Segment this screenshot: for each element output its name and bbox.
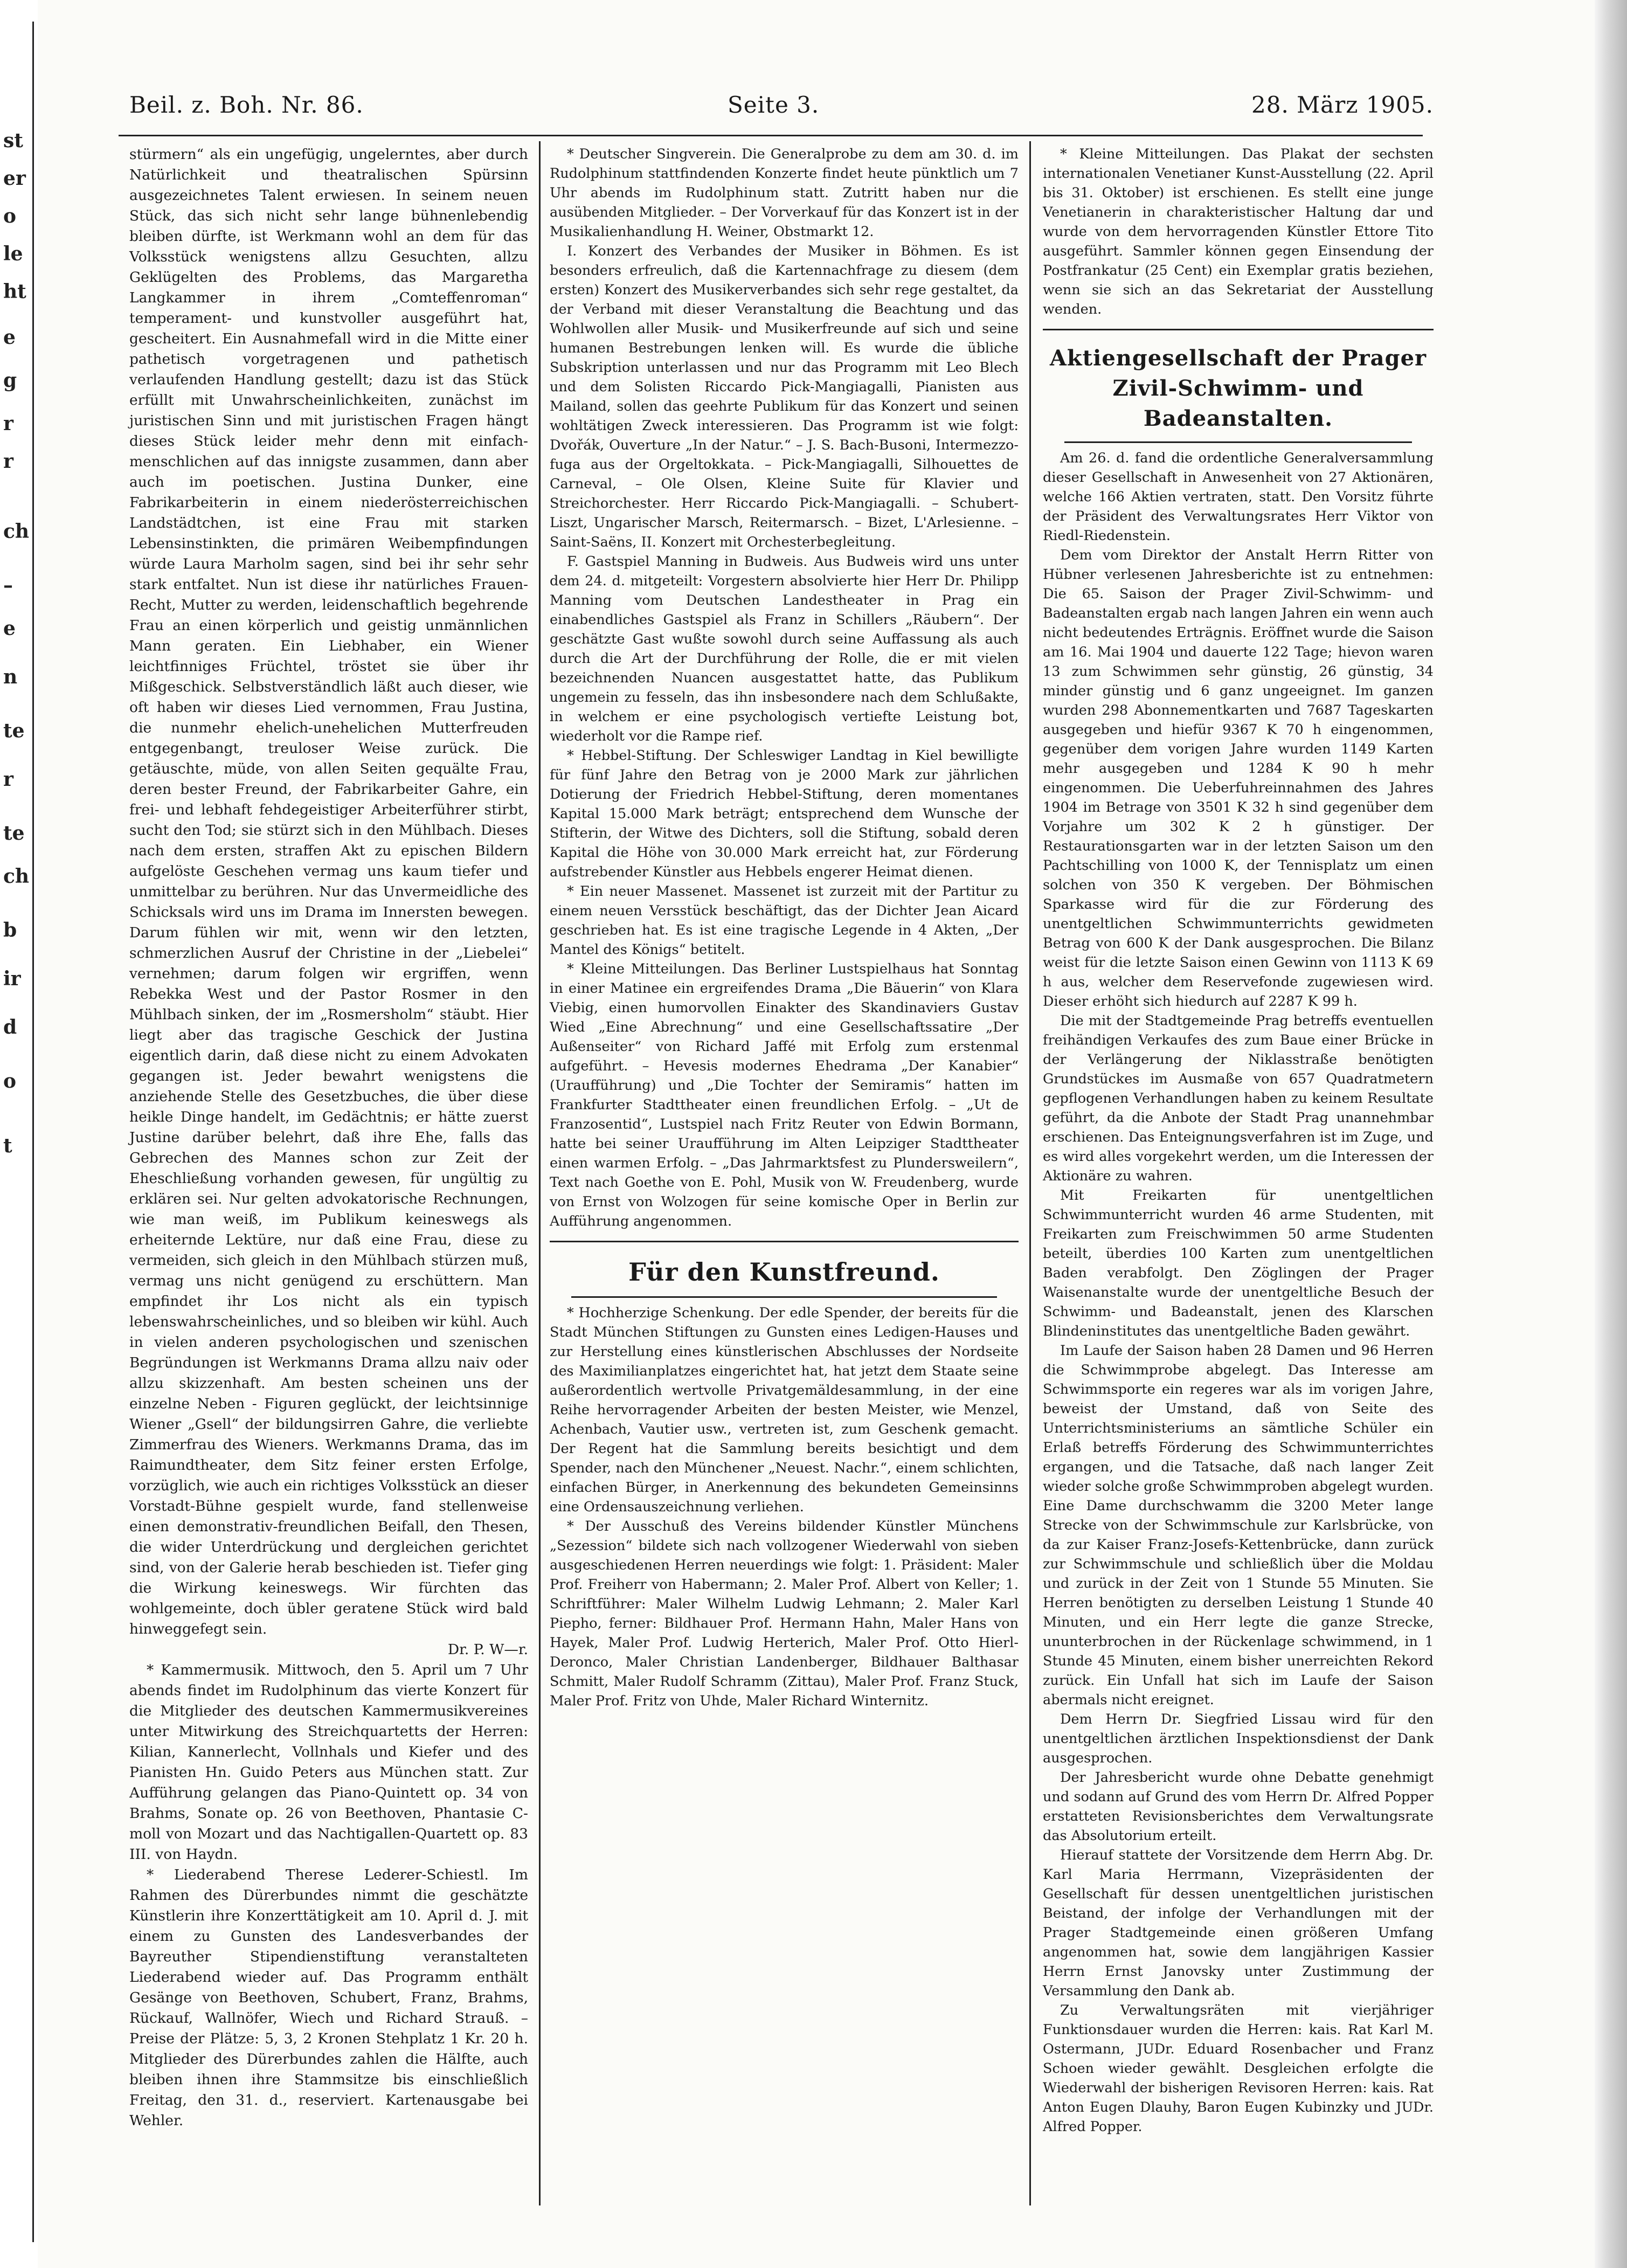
left-page-edge [0, 0, 38, 2268]
aktien-paragraph: Mit Freikarten für unentgeltlichen Schwimmunterricht wurden 46 arme Studenten, mit Freikarten zum Freischwimmen 50 arme Studenten beteilt, überdies 100 Karten zum unentgeltlichen Baden verabfolgt. Den Zöglingen der Prager Waisenanstalte wurde der unentgeltliche Besuch der Schwimm- und Badeanstalt, jenen des Klarschen Blindeninstitutes das unentgeltliche Baden gewährt. [1043, 1187, 1434, 1339]
edge-fragment: r [3, 450, 13, 473]
column-rule [1029, 141, 1031, 2205]
edge-fragment: te [3, 720, 25, 742]
article-kleine-mitteilungen: * Kleine Mitteilungen. Das Berliner Lustspielhaus hat Sonntag in einer Matinee ein ergreifendes Drama „Die Bäuerin“ von Klara Viebig, einen humorvollen Einakter des Skandinaviers Gustav Wied „Eine Abrechnung“ und eine Gesellschaftssatire „Der Außenseiter“ von Richard Jaffé mit Erfolg zum erstenmal aufgeführt. – Hevesis modernes Ehedrama „Der Kanabier“ (Uraufführung) und „Die Tochter der Semiramis“ hatten im Frankfurter Stadttheater einen freundlichen Erfolg. – „Ut de Franzosentid“, Lustspiel nach Fritz Reuter von Edwin Bormann, hatte bei seiner Uraufführung im Alten Leipziger Stadttheater einen warmen Erfolg. – „Das Jahrmarktsfest zu Plundersweilern“, Text nach Goethe von E. Pohl, Musik von W. Freudenberg, wurde von Ernst von Wolzogen für seine komische Oper in Berlin zur Aufführung angenommen. [550, 961, 1019, 1229]
article-hebbel: * Hebbel-Stiftung. Der Schleswiger Landtag in Kiel bewilligte für fünf Jahre den Betrag von je 2000 Mark zur jährlichen Dotierung der Friedrich Hebbel-Stiftung, deren momentanes Kapital 15.000 Mark beträgt; entsprechend dem Wunsche der Stifterin, der Witwe des Dichters, soll die Stiftung, sobald deren Kapital die Höhe von 30.000 Mark erreicht hat, zur Förderung aufstrebender Künstler aus Hebbels engerer Heimat dienen. [550, 748, 1019, 880]
aktien-paragraph: Am 26. d. fand die ordentliche Generalversammlung dieser Gesellschaft in Anwesenheit von 27 Aktionären, welche 166 Aktien vertraten, statt. Den Vorsitz führte der Präsident des Verwaltungsrates Herr Viktor von Riedl-Riedenstein. [1043, 450, 1434, 544]
article-gastspiel: F. Gastspiel Manning in Budweis. Aus Budweis wird uns unter dem 24. d. mitgeteilt: Vorgestern absolvierte hier Herr Dr. Philipp Manning vom Deutschen Landestheater in Prag ein einabendliches Gastspiel als Franz in Schillers „Räubern“. Der geschätzte Gast wußte sowohl durch seine Auffassung als auch durch die Art der Durchführung der Rolle, die er mit vielen bezeichnenden Nuancen ausgestattet hatte, das Publikum ungemein zu fesseln, das ihn insbesondere nach dem Schlußakte, in welchem er eine psychologisch vertiefte Leistung bot, wiederholt vor die Rampe rief. [550, 554, 1019, 744]
edge-fragment: g [3, 369, 17, 392]
section-rule [571, 1296, 997, 1298]
aktien-paragraph: Der Jahresbericht wurde ohne Debatte genehmigt und sodann auf Grund des vom Herrn Dr. Alfred Popper erstatteten Revisionsberichtes dem Verwaltungsrate das Absolutorium erteilt. [1043, 1769, 1434, 1844]
section-title-kunstfreund: Für den Kunstfreund. [628, 1257, 940, 1287]
column-1 [129, 144, 528, 2131]
right-page-edge [1595, 0, 1627, 2268]
aktien-paragraph: Zu Verwaltungsräten mit vierjähriger Funktionsdauer wurden die Herren: kais. Rat Karl M. Ostermann, JUDr. Eduard Rosenbacher und Franz Schoen wieder gewählt. Desgleichen erfolgte die Wiederwahl der bisherigen Revisoren Herren: kais. Rat Anton Eugen Dlauhy, Baron Eugen Kubinzky und JUDr. Alfred Popper. [1043, 2002, 1434, 2135]
edge-fragment: t [3, 1135, 12, 1157]
edge-fragment: ch [3, 865, 30, 888]
article-hochherzige-schenkung: * Hochherzige Schenkung. Der edle Spender, der bereits für die Stadt München Stiftungen zu Gunsten eines Ledigen-Hauses und zur Herstellung eines künstlerischen Abschlusses der Nordseite des Maximilianplatzes eingerichtet hat, hat jetzt dem Staate seine außerordentlich wertvolle Privatgemäldesammlung, in der eine Reihe hervorragender Arbeiten der besten Meister, wie Menzel, Achenbach, Vautier usw., vertreten ist, zum Geschenk gemacht. Der Regent hat die Sammlung bereits besichtigt und dem Spender, nach den Münchener „Neuest. Nachr.“, einem schlichten, einfachen Bürger, in Anerkennung des bekundeten Gemeinsinns eine Ordensauszeichnung verliehen. [550, 1305, 1019, 1515]
edge-fragment: ir [3, 967, 21, 990]
aktien-paragraph: Dem vom Direktor der Anstalt Herrn Ritter von Hübner verlesenen Jahresberichte ist zu entnehmen: Die 65. Saison der Prager Zivil-Schwimm- und Badeanstalten ergab nach langen Jahren ein wenn auch nicht bedeutendes Erträgnis. Eröffnet wurde die Saison am 16. Mai 1904 und dauerte 122 Tage; hievon waren 13 zum Schwimmen sehr günstig, 26 günstig, 34 minder günstig und 6 ganz ungeeignet. Im ganzen wurden 298 Abonnementkarten und 7687 Tageskarten ausgegeben und hiefür 9367 K 70 h eingenommen, gegenüber dem vorigen Jahre wurden 1149 Karten mehr ausgegeben und 1284 K 90 h mehr eingenommen. Die Ueberfuhreinnahmen des Jahres 1904 im Betrage von 3501 K 32 h sind gegenüber dem Vorjahre um 302 K 2 h günstiger. Der Restaurationsgarten war in der letzten Saison um den Pachtschilling von 1000 K, der Tennisplatz um einen solchen von 350 K vergeben. Der Böhmischen Sparkasse wird für die zur Förderung des unentgeltlichen Schwimmunterrichts gewidmeten Betrag von 600 K der Dank ausgesprochen. Die Bilanz weist für die letzte Saison einen Gewinn von 1113 K 69 h aus, welcher dem Reservefonde zugewiesen wird. Dieser erhöht sich hiedurch auf 2287 K 99 h. [1043, 547, 1434, 1009]
section-rule [1064, 441, 1412, 443]
page-header [129, 92, 1434, 135]
edge-fragment: ht [3, 280, 26, 303]
aktien-paragraph: Im Laufe der Saison haben 28 Damen und 96 Herren die Schwimmprobe abgelegt. Das Interesse am Schwimmsporte ein regeres war als im vorigen Jahre, beweist der Umstand, daß von Seite des Unterrichtsministeriums an sämtliche Schüler ein Erlaß betreffs Förderung des Schwimmunterrichtes ergangen, und die Tatsache, daß nach langer Zeit wieder solche große Schwimmproben abgelegt wurden. Eine Dame durchschwamm die 3200 Meter lange Strecke von der Schwimmschule zur Karlsbrücke, von da zur Kaiser Franz-Josefs-Kettenbrücke, dann zurück zur Schwimmschule und schließlich über die Moldau und zurück in der Zeit von 1 Stunde 55 Minuten. Sie Herren benötigten zu derselben Leistung 1 Stunde 40 Minuten, und ein Herr legte die ganze Strecke, ununterbrochen in der Rückenlage schwimmend, in 1 Stunde 45 Minuten, einem bisher unerreichten Rekord zurück. Ein Unfall hat sich im Laufe der Saison abermals nicht ereignet. [1043, 1343, 1434, 1708]
edge-fragment: – [3, 574, 13, 597]
edge-fragment: e [3, 617, 16, 640]
column-3 [1043, 144, 1434, 2136]
section-rule [1043, 329, 1434, 330]
edge-fragment: b [3, 919, 17, 942]
article-kleine-mitteilungen-2: * Kleine Mitteilungen. Das Plakat der sechsten internationalen Venetianer Kunst-Ausstellung (22. April bis 31. Oktober) ist erschienen. Es stellt eine junge Venetianerin in charakteristischer Haltung dar und wurde von dem hervorragenden Künstler Ettore Tito ausgeführt. Sammler können gegen Einsendung der Postfrankatur (25 Cent) ein Exemplar gratis beziehen, wenn sie sich an das Sekretariat der Ausstellung wenden. [1043, 146, 1434, 317]
header-date: 28. März 1905. [1251, 92, 1434, 118]
theatre-review-text: stürmern“ als ein ungefügig, ungelerntes, aber durch Natürlichkeit und theatralischen Spürsinn ausgezeichnetes Talent erwiesen. In seinem neuen Stück, das sich nicht sehr lange bühnenlebendig bleiben dürfte, ist Werkmann wohl an dem für das Volksstück wenigstens allzu Gesuchten, allzu Geklügelten des Problems, das Margaretha Langkammer in ihrem „Comteffenroman“ temperament- und kunstvoller ausgeführt hat, gescheitert. Ein Ausnahmefall wird in die Mitte einer pathetisch vorgetragenen und pathetisch verlaufenden Handlung gestellt; dazu ist das Stück erfüllt mit Unwahrscheinlichkeiten, zunächst im juristischen Sinn und mit juristischen Fragen hängt dieses Stück leider mehr denn mit einfach-menschlichen auf das innigste zusammen, dann aber auch im poetischen. Justina Dunker, eine Fabrikarbeiterin in einem niederösterreichischen Landstädtchen, ist eine Frau mit starken Lebensinstinkten, die primären Weibempfindungen würde Laura Marholm sagen, sind bei ihr sehr sehr stark entfaltet. Nun ist diese ihr natürliches Frauen-Recht, Mutter zu werden, leidenschaftlich begehrende Frau an einen körperlich und geistig unmännlichen Mann geraten. Ein Liebhaber, ein Wiener leichtfinniges Früchtel, tröstet sie über ihr Mißgeschick. Selbstverständlich läßt auch dieser, wie oft haben wir dieses Lied vernommen, Frau Justina, die nunmehr ehelich-unehelichen Mutterfreuden entgegenbangt, treuloser Weise zurück. Die getäuschte, müde, von allen Seiten gequälte Frau, deren bester Freund, der Fabrikarbeiter Gahre, ein frei- und lebhaft fehdegeistiger Arbeiterführer stirbt, sucht den Tod; sie stürzt sich in den Mühlbach. Dieses nach dem ersten, straffen Akt zu epischen Bildern aufgelöste Geschehen vermag uns kaum tiefer und unmittelbar zu berühren. Nur das Unvermeidliche des Schicksals wird uns im Drama im Innersten bewegen. Darum fühlen wir mit, wenn wir den letzten, schmerzlichen Ausruf der Christine in der „Liebelei“ vernehmen; darum folgen wir ergriffen, wenn Rebekka West und der Pastor Rosmer in den Mühlbach sinken, der im „Rosmersholm“ stäubt. Hier liegt aber das tragische Geschick der Justina eigentlich darin, daß diese nicht zu einem Advokaten gegangen ist. Jeder bewahrt wenigstens die anziehende Stelle des Gesetzbuches, die über diese heikle Dinge handelt, im Gedächtnis; er hätte zuerst Justine darüber belehrt, daß ihre Ehe, falls das Gebrechen des Mannes schon zur Zeit der Eheschließung vorhanden gewesen, für ungültig zu erklären sei. Nur gelten advokatorische Rechnungen, wie man weiß, im Publikum keineswegs als erheiternde Lektüre, nur daß eine Frau, diese zu vermeiden, sich gleich in den Mühlbach stürzen muß, vermag uns nicht genügend zu erschüttern. Man empfindet ihr Los nicht als ein typisch lebenswahrscheinliches, und so bleiben wir kühl. Auch in vielen anderen psychologischen und szenischen Begründungen ist Werkmanns Drama allzu naiv oder allzu skizzenhaft. Am besten scheinen uns der einzelne Neben - Figuren geglückt, der leichtsinnige Wiener „Gsell“ der bildungsirren Gahre, die verliebte Zimmerfrau des Wieners. Werkmanns Drama, das im Raimundtheater, dem Sitz feiner ersten Erfolge, vorzüglich, wie auch ein richtiges Volksstück an dieser Vorstadt-Bühne gespielt wurde, fand stellenweise einen demonstrativ-freundlichen Beifall, den Thesen, die wider Unterdrückung und dergleichen gerichtet sind, von der Galerie herab beschieden ist. Tiefer ging die Wirkung keineswegs. Wir fürchten das wohlgemeinte, doch übler geratene Stück wird bald hinweggefegt sein. [129, 146, 528, 1637]
edge-fragment: r [3, 412, 13, 435]
edge-fragment: n [3, 666, 18, 688]
aktien-paragraph: Die mit der Stadtgemeinde Prag betreffs eventuellen freihändigen Verkaufes des zum Baue einer Brücke in der Verlängerung der Niklasstraße benötigten Grundstückes im Ausmaße von 657 Quadratmetern gepflogenen Verhandlungen haben zu keinem Resultate geführt, da die Anbote der Stadt Prag unannehmbar erschienen. Das Enteignungsverfahren ist im Zuge, und es wird alles vorgekehrt werden, um die Interessen der Aktionäre zu wahren. [1043, 1013, 1434, 1184]
edge-fragment: er [3, 167, 26, 190]
review-signature: Dr. P. W—r. [447, 1641, 528, 1658]
header-rule [119, 135, 1423, 136]
aktien-paragraph: Hierauf stattete der Vorsitzende dem Herrn Abg. Dr. Karl Maria Herrmann, Vizepräsidenten der Gesellschaft für dessen unentgeltlichen juristischen Beistand, der infolge der Verhandlungen mit der Prager Stadtgemeinde einen größeren Umfang angenommen hat, sowie dem langjährigen Kassier Herrn Ernst Janovsky unter Zustimmung der Versammlung den Dank ab. [1043, 1847, 1434, 1999]
edge-fragment: le [3, 243, 23, 265]
header-page-number: Seite 3. [728, 92, 820, 118]
edge-fragment: r [3, 768, 13, 791]
edge-fragment: st [3, 129, 23, 152]
article-kammermusik: * Kammermusik. Mittwoch, den 5. April um 7 Uhr abends findet im Rudolphinum das vierte Konzert für die Mitglieder des deutschen Kammermusikvereines unter Mitwirkung des Streichquartetts der Herren: Kilian, Kannerlecht, Vollnhals und Kiefer und des Pianisten Hn. Guido Peters aus München statt. Zur Aufführung gelangen das Piano-Quintett op. 34 von Brahms, Sonate op. 26 von Beethoven, Phantasie C-moll von Mozart und das Nachtigallen-Quartett op. 83 III. von Haydn. [129, 1662, 528, 1863]
article-massenet: * Ein neuer Massenet. Massenet ist zurzeit mit der Partitur zu einem neuen Versstück beschäftigt, das der Dichter Jean Aicard geschrieben hat. Es ist eine tragische Legende in 4 Akten, „Der Mantel des Königs“ betitelt. [550, 883, 1019, 958]
edge-fragment: d [3, 1016, 17, 1039]
edge-fragment: o [3, 205, 17, 227]
article-liederabend: * Liederabend Therese Lederer-Schiestl. Im Rahmen des Dürerbundes nimmt die geschätzte Künstlerin ihre Konzerttätigkeit am 10. April d. J. mit einem zu Gunsten des Landesverbandes der Bayreuther Stipendienstiftung veranstalteten Liederabend wieder auf. Das Programm enthält Gesänge von Beethoven, Schubert, Franz, Brahms, Rückauf, Wallnöfer, Wiech und Richard Strauß. – Preise der Plätze: 5, 3, 2 Kronen Stehplatz 1 Kr. 20 h. Mitglieder des Dürerbundes zahlen die Hälfte, auch bleiben ihnen ihre Stammsitze bis einschließlich Freitag, den 31. d., reserviert. Kartenausgabe bei Wehler. [129, 1866, 528, 2129]
edge-fragment: te [3, 822, 25, 845]
article-konzert-musiker: I. Konzert des Verbandes der Musiker in Böhmen. Es ist besonders erfreulich, daß die Kartennachfrage zu diesem (dem ersten) Konzert des Musikerverbandes sich sehr rege gestaltet, da der Verband mit dieser Veranstaltung die Beachtung und das Wohlwollen aller Musik- und Musikerfreunde auf sich und seine humanen Bestrebungen lenken will. Es wurde die übliche Subskription unterlassen und nur das Programm mit Leo Blech und dem Solisten Riccardo Pick-Mangiagalli, Pianisten aus Mailand, sollen das geehrte Publikum für das Konzert und seinen wohltätigen Zweck interessieren. Das Programm ist wie folgt: Dvořák, Ouverture „In der Natur.“ – J. S. Bach-Busoni, Intermezzo-fuga aus der Orgeltokkata. – Pick-Mangiagalli, Silhouettes de Carneval, – Ole Olsen, Kleine Suite für Klavier und Streichorchester. Herr Riccardo Pick-Mangiagalli. – Schubert-Liszt, Ungarischer Marsch, Reitermarsch. – Bizet, L'Arlesienne. – Saint-Saëns, II. Konzert mit Orchesterbegleitung. [550, 243, 1019, 550]
aktien-paragraph: Dem Herrn Dr. Siegfried Lissau wird für den unentgeltlichen ärztlichen Inspektionsdienst der Dank ausgesprochen. [1043, 1711, 1434, 1766]
article-sezession: * Der Ausschuß des Vereins bildender Künstler Münchens „Sezession“ bildete sich nach vollzogener Wiederwahl von sieben ausgeschiedenen Herren neuerdings wie folgt: 1. Präsident: Maler Prof. Freiherr von Habermann; 2. Maler Prof. Albert von Keller; 1. Schriftführer: Maler Wilhelm Ludwig Lehmann; 2. Maler Karl Piepho, ferner: Bildhauer Prof. Hermann Hahn, Maler Hans von Hayek, Maler Prof. Ludwig Herterich, Maler Prof. Otto Hierl-Deronco, Maler Christian Landenberger, Bildhauer Balthasar Schmitt, Maler Rudolf Schramm (Zittau), Maler Prof. Franz Stuck, Maler Prof. Fritz von Uhde, Maler Richard Winternitz. [550, 1518, 1019, 1709]
edge-fragment: e [3, 326, 16, 349]
header-issue: Beil. z. Boh. Nr. 86. [129, 92, 364, 118]
section-rule [550, 1241, 1019, 1242]
article-singverein: * Deutscher Singverein. Die Generalprobe zu dem am 30. d. im Rudolphinum stattfindenden Konzerte findet heute pünktlich um 7 Uhr abends im Rudolphinum statt. Zutritt haben nur die ausübenden Mitglieder. – Der Vorverkauf für das Konzert ist in der Musikalienhandlung H. Weiner, Obstmarkt 12. [550, 146, 1019, 240]
column-2 [550, 144, 1019, 1711]
column-rule [539, 141, 541, 2205]
edge-fragment: o [3, 1070, 17, 1092]
section-title-aktiengesellschaft: Aktiengesellschaft der Prager Zivil-Schwimm- und Badeanstalten. [1049, 345, 1427, 431]
edge-fragment: ch [3, 520, 30, 543]
left-edge-rule [32, 22, 34, 2242]
